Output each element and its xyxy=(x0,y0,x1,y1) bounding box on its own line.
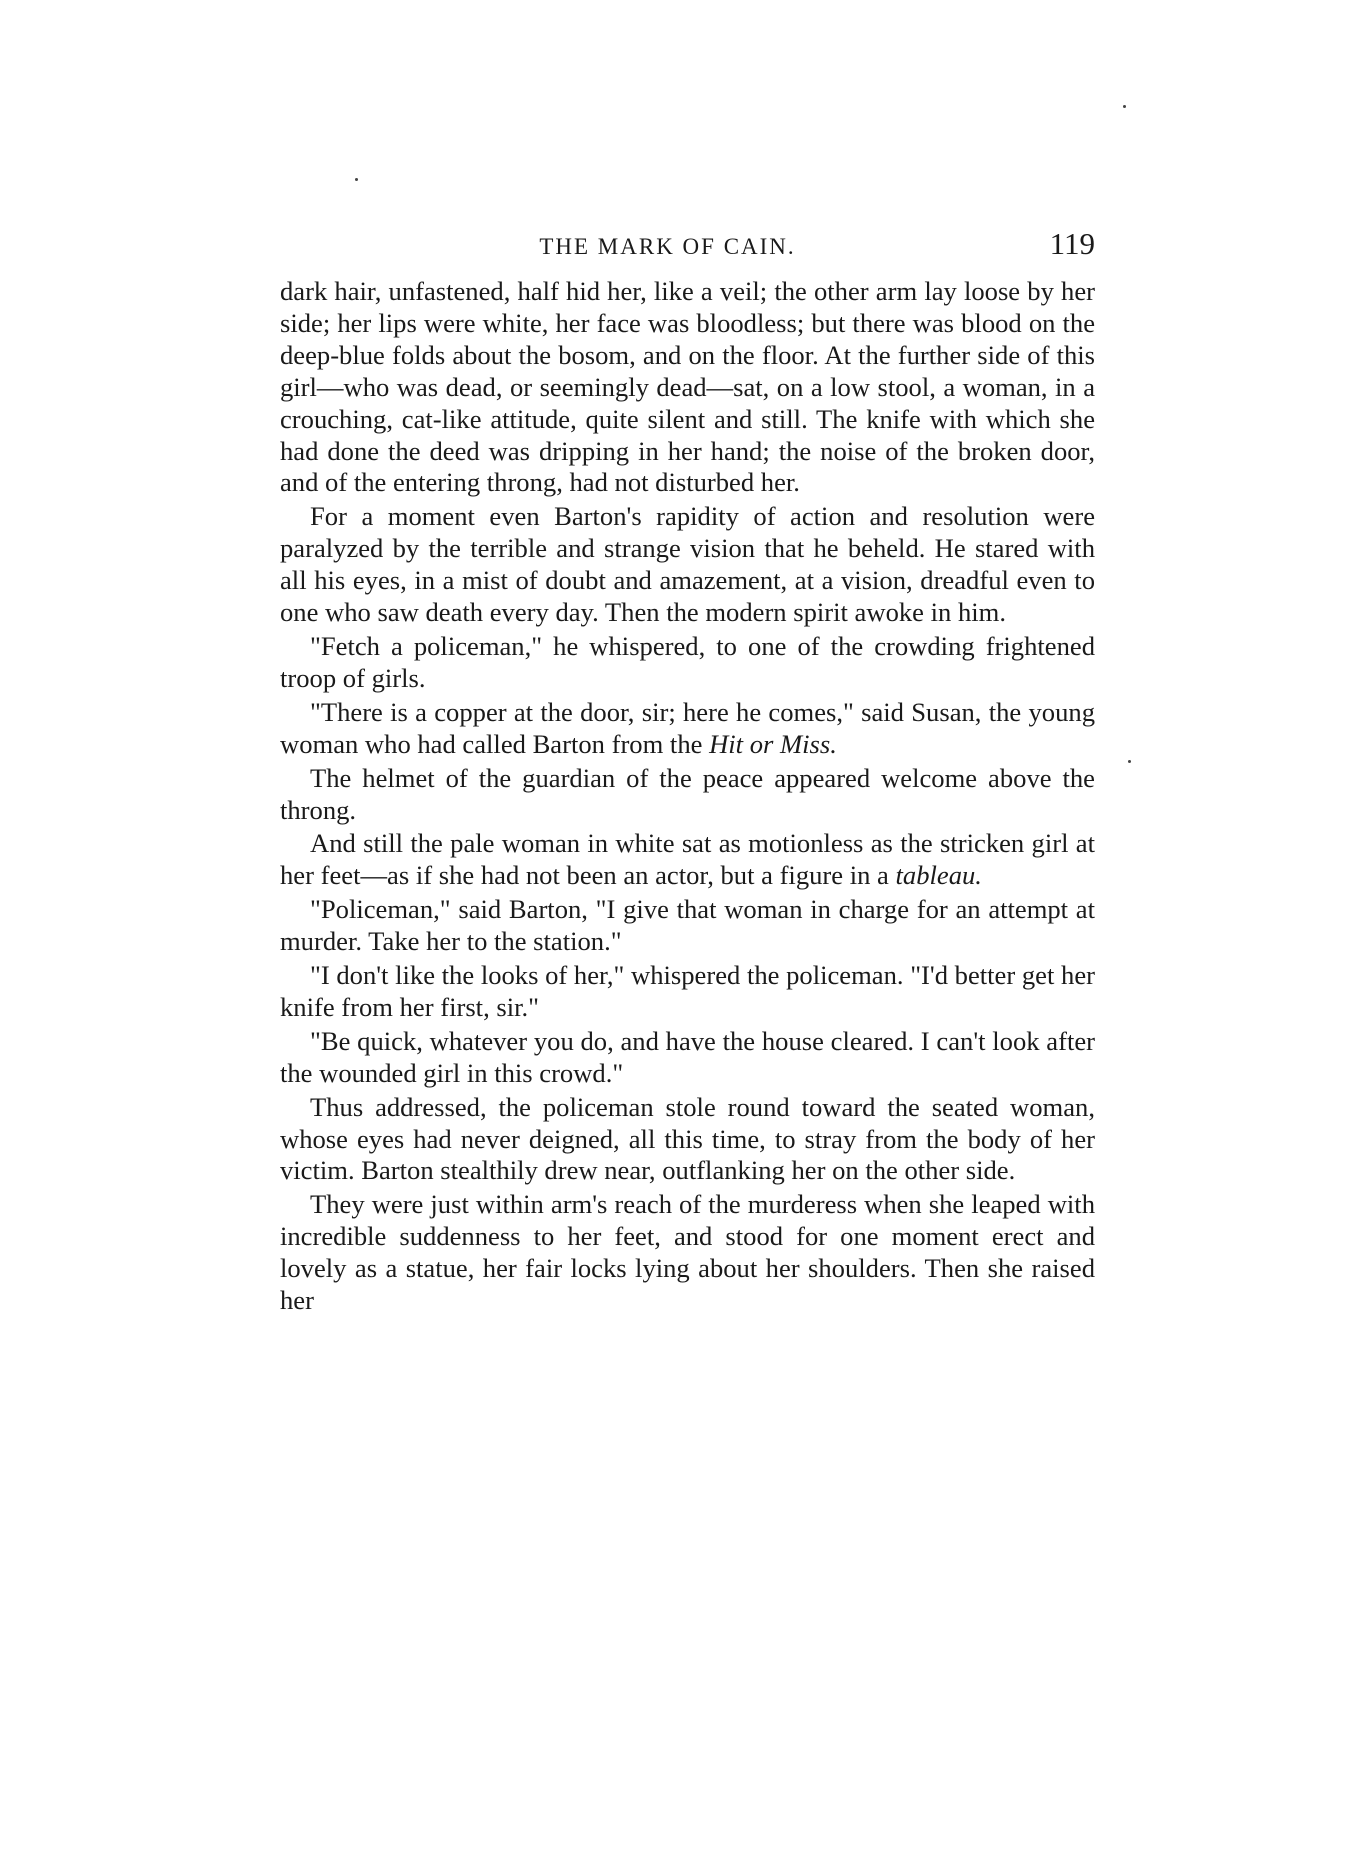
print-speck xyxy=(355,178,358,181)
paragraph xyxy=(280,276,1095,499)
italic-text: Hit or Miss. xyxy=(709,728,837,759)
print-speck xyxy=(1128,760,1131,763)
paragraph xyxy=(280,894,1095,958)
paragraph xyxy=(280,697,1095,761)
paragraph-text: And still the pale woman in white sat as motionless as the stricken girl at her feet—as if she had not been an actor, but a figure in a xyxy=(280,828,1095,891)
paragraph xyxy=(280,1189,1095,1317)
paragraph-text: The helmet of the guardian of the peace appeared welcome above the throng. xyxy=(280,762,1095,825)
paragraph-text: dark hair, unfastened, half hid her, like a veil; the other arm lay loose by her side; her lips were white, her face was bloodless; but there was blood on the deep-blue folds about the bosom, and on the floor. At the further side of this girl—who was dead, or seemingly dead—sat, on a low stool, a woman, in a crouching, cat-like attitude, quite silent and still. The knife with which she had done the deed was dripping in her hand; the noise of the broken door, and of the entering throng, had not disturbed her. xyxy=(280,276,1095,498)
running-title: THE MARK OF CAIN. xyxy=(539,234,796,259)
paragraph xyxy=(280,763,1095,827)
paragraph-text: "Policeman," said Barton, "I give that woman in charge for an attempt at murder. Take her to the station." xyxy=(280,894,1095,957)
paragraph xyxy=(280,631,1095,695)
paragraph xyxy=(280,1026,1095,1090)
paragraph xyxy=(280,828,1095,892)
paragraph-text: "Be quick, whatever you do, and have the house cleared. I can't look after the wounded girl in this crowd." xyxy=(280,1025,1095,1088)
page-number: 119 xyxy=(1049,226,1095,261)
paragraph xyxy=(280,1092,1095,1188)
italic-text: tableau. xyxy=(895,860,982,891)
paragraph xyxy=(280,960,1095,1024)
paragraph-text: "There is a copper at the door, sir; here he comes," said Susan, the young woman who had called Barton from the xyxy=(280,696,1095,759)
paragraph xyxy=(280,501,1095,629)
paragraph-text: For a moment even Barton's rapidity of action and resolution were paralyzed by the terrible and strange vision that he beheld. He stared with all his eyes, in a mist of doubt and amazement, at a vision, dreadful even to one who saw death every day. Then the modern spirit awoke in him. xyxy=(280,501,1095,628)
page-header xyxy=(280,226,1095,266)
paragraph-text: Thus addressed, the policeman stole round toward the seated woman, whose eyes had never deigned, all this time, to stray from the body of her victim. Barton stealthily drew near, outflanking her on the other side. xyxy=(280,1091,1095,1186)
paragraph-text: "Fetch a policeman," he whispered, to one of the crowding frightened troop of girls. xyxy=(280,630,1095,693)
paragraph-text: They were just within arm's reach of the murderess when she leaped with incredible suddenness to her feet, and stood for one moment erect and lovely as a statue, her fair locks lying about her shoulders. Then she raised her xyxy=(280,1189,1095,1316)
print-speck xyxy=(1123,105,1126,108)
paragraph-text: "I don't like the looks of her," whispered the policeman. "I'd better get her knife from her first, sir." xyxy=(280,960,1095,1022)
body-text xyxy=(280,276,1095,1317)
